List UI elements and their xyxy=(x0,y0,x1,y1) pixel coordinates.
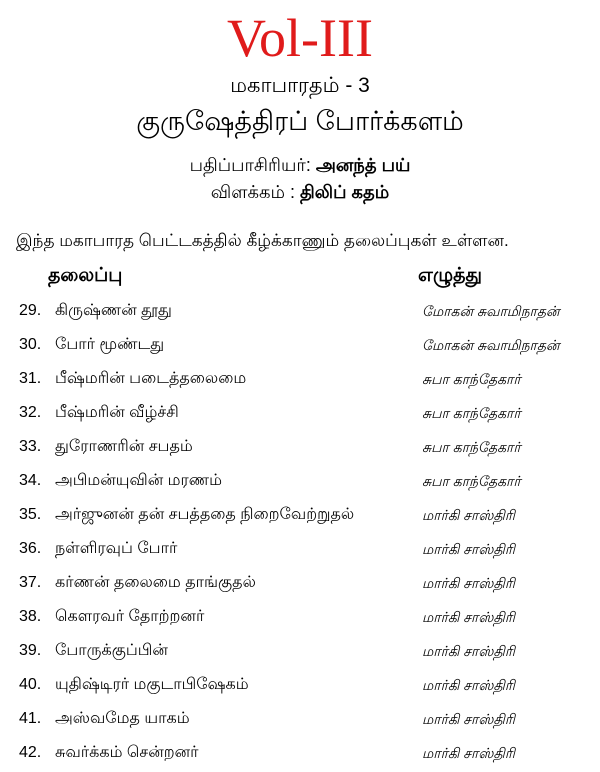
chapter-title: அஸ்வமேத யாகம் xyxy=(55,710,190,727)
chapter-title: பீஷ்மரின் படைத்தலைமை xyxy=(55,370,247,387)
book-subtitle: மகாபாரதம் - 3 xyxy=(230,74,370,97)
chapter-title: பீஷ்மரின் வீழ்ச்சி xyxy=(55,404,179,421)
chapter-title: அர்ஜுனன் தன் சபத்ததை நிறைவேற்றுதல் xyxy=(55,506,355,523)
chapter-author: மார்கி சாஸ்திரி xyxy=(422,745,515,761)
chapter-author: மோகன் சுவாமிநாதன் xyxy=(422,337,560,353)
chapter-number: 40. xyxy=(19,676,42,693)
chapter-title: துரோணரின் சபதம் xyxy=(55,438,193,455)
chapter-number: 36. xyxy=(19,540,42,557)
chapter-author: மார்கி சாஸ்திரி xyxy=(422,507,515,523)
list-item xyxy=(0,364,600,398)
chapter-number: 35. xyxy=(19,506,42,523)
chapter-number: 34. xyxy=(19,472,42,489)
chapter-number: 42. xyxy=(19,744,42,761)
illustration-name: திலிப் கதம் xyxy=(300,182,390,202)
editor-credit xyxy=(0,153,600,177)
chapter-title: அபிமன்யுவின் மரணம் xyxy=(55,472,223,489)
list-item xyxy=(0,296,600,330)
list-item xyxy=(0,738,600,772)
list-item xyxy=(0,432,600,466)
contents-list xyxy=(0,296,600,772)
chapter-number: 32. xyxy=(19,404,42,421)
intro-text: இந்த மகாபாரத பெட்டகத்தில் கீழ்க்காணும் தலைப்புகள் உள்ளன. xyxy=(16,231,509,250)
list-item xyxy=(0,704,600,738)
chapter-title: நள்ளிரவுப் போர் xyxy=(55,540,178,557)
list-item xyxy=(0,568,600,602)
chapter-number: 31. xyxy=(19,370,42,387)
chapter-author: மார்கி சாஸ்திரி xyxy=(422,541,515,557)
volume-title: Vol-III xyxy=(227,8,373,68)
list-item xyxy=(0,330,600,364)
chapter-author: மார்கி சாஸ்திரி xyxy=(422,711,515,727)
chapter-number: 33. xyxy=(19,438,42,455)
list-item xyxy=(0,500,600,534)
chapter-title: சுவர்க்கம் சென்றனர் xyxy=(55,744,199,761)
list-item xyxy=(0,670,600,704)
chapter-author: மார்கி சாஸ்திரி xyxy=(422,677,515,693)
chapter-title: கிருஷ்ணன் தூது xyxy=(55,302,172,319)
chapter-author: மார்கி சாஸ்திரி xyxy=(422,575,515,591)
list-item xyxy=(0,534,600,568)
illustration-credit xyxy=(0,180,600,204)
editor-label: பதிப்பாசிரியர்: xyxy=(189,155,311,175)
illustration-label: விளக்கம் : xyxy=(210,182,295,202)
chapter-author: மார்கி சாஸ்திரி xyxy=(422,609,515,625)
chapter-author: மார்கி சாஸ்திரி xyxy=(422,643,515,659)
column-header-title: தலைப்பு xyxy=(48,265,123,286)
chapter-number: 29. xyxy=(19,302,42,319)
book-title: குருஷேத்திரப் போர்க்களம் xyxy=(136,106,464,136)
chapter-title: கௌரவர் தோற்றனர் xyxy=(55,608,205,625)
chapter-author: சுபா காந்தேகார் xyxy=(422,439,521,455)
chapter-title: போருக்குப்பின் xyxy=(55,642,168,659)
column-header-author: எழுத்து xyxy=(418,265,482,286)
chapter-number: 39. xyxy=(19,642,42,659)
chapter-number: 38. xyxy=(19,608,42,625)
chapter-author: சுபா காந்தேகார் xyxy=(422,473,521,489)
list-item xyxy=(0,602,600,636)
chapter-author: சுபா காந்தேகார் xyxy=(422,371,521,387)
list-item xyxy=(0,398,600,432)
chapter-title: யுதிஷ்டிரர் மகுடாபிஷேகம் xyxy=(55,676,249,693)
chapter-number: 37. xyxy=(19,574,42,591)
chapter-author: சுபா காந்தேகார் xyxy=(422,405,521,421)
chapter-author: மோகன் சுவாமிநாதன் xyxy=(422,303,560,319)
list-item xyxy=(0,466,600,500)
editor-name: அனந்த் பய் xyxy=(315,155,411,175)
list-item xyxy=(0,636,600,670)
chapter-title: கர்ணன் தலைமை தாங்குதல் xyxy=(55,574,256,591)
chapter-number: 41. xyxy=(19,710,42,727)
chapter-title: போர் மூண்டது xyxy=(55,336,165,353)
chapter-number: 30. xyxy=(19,336,42,353)
